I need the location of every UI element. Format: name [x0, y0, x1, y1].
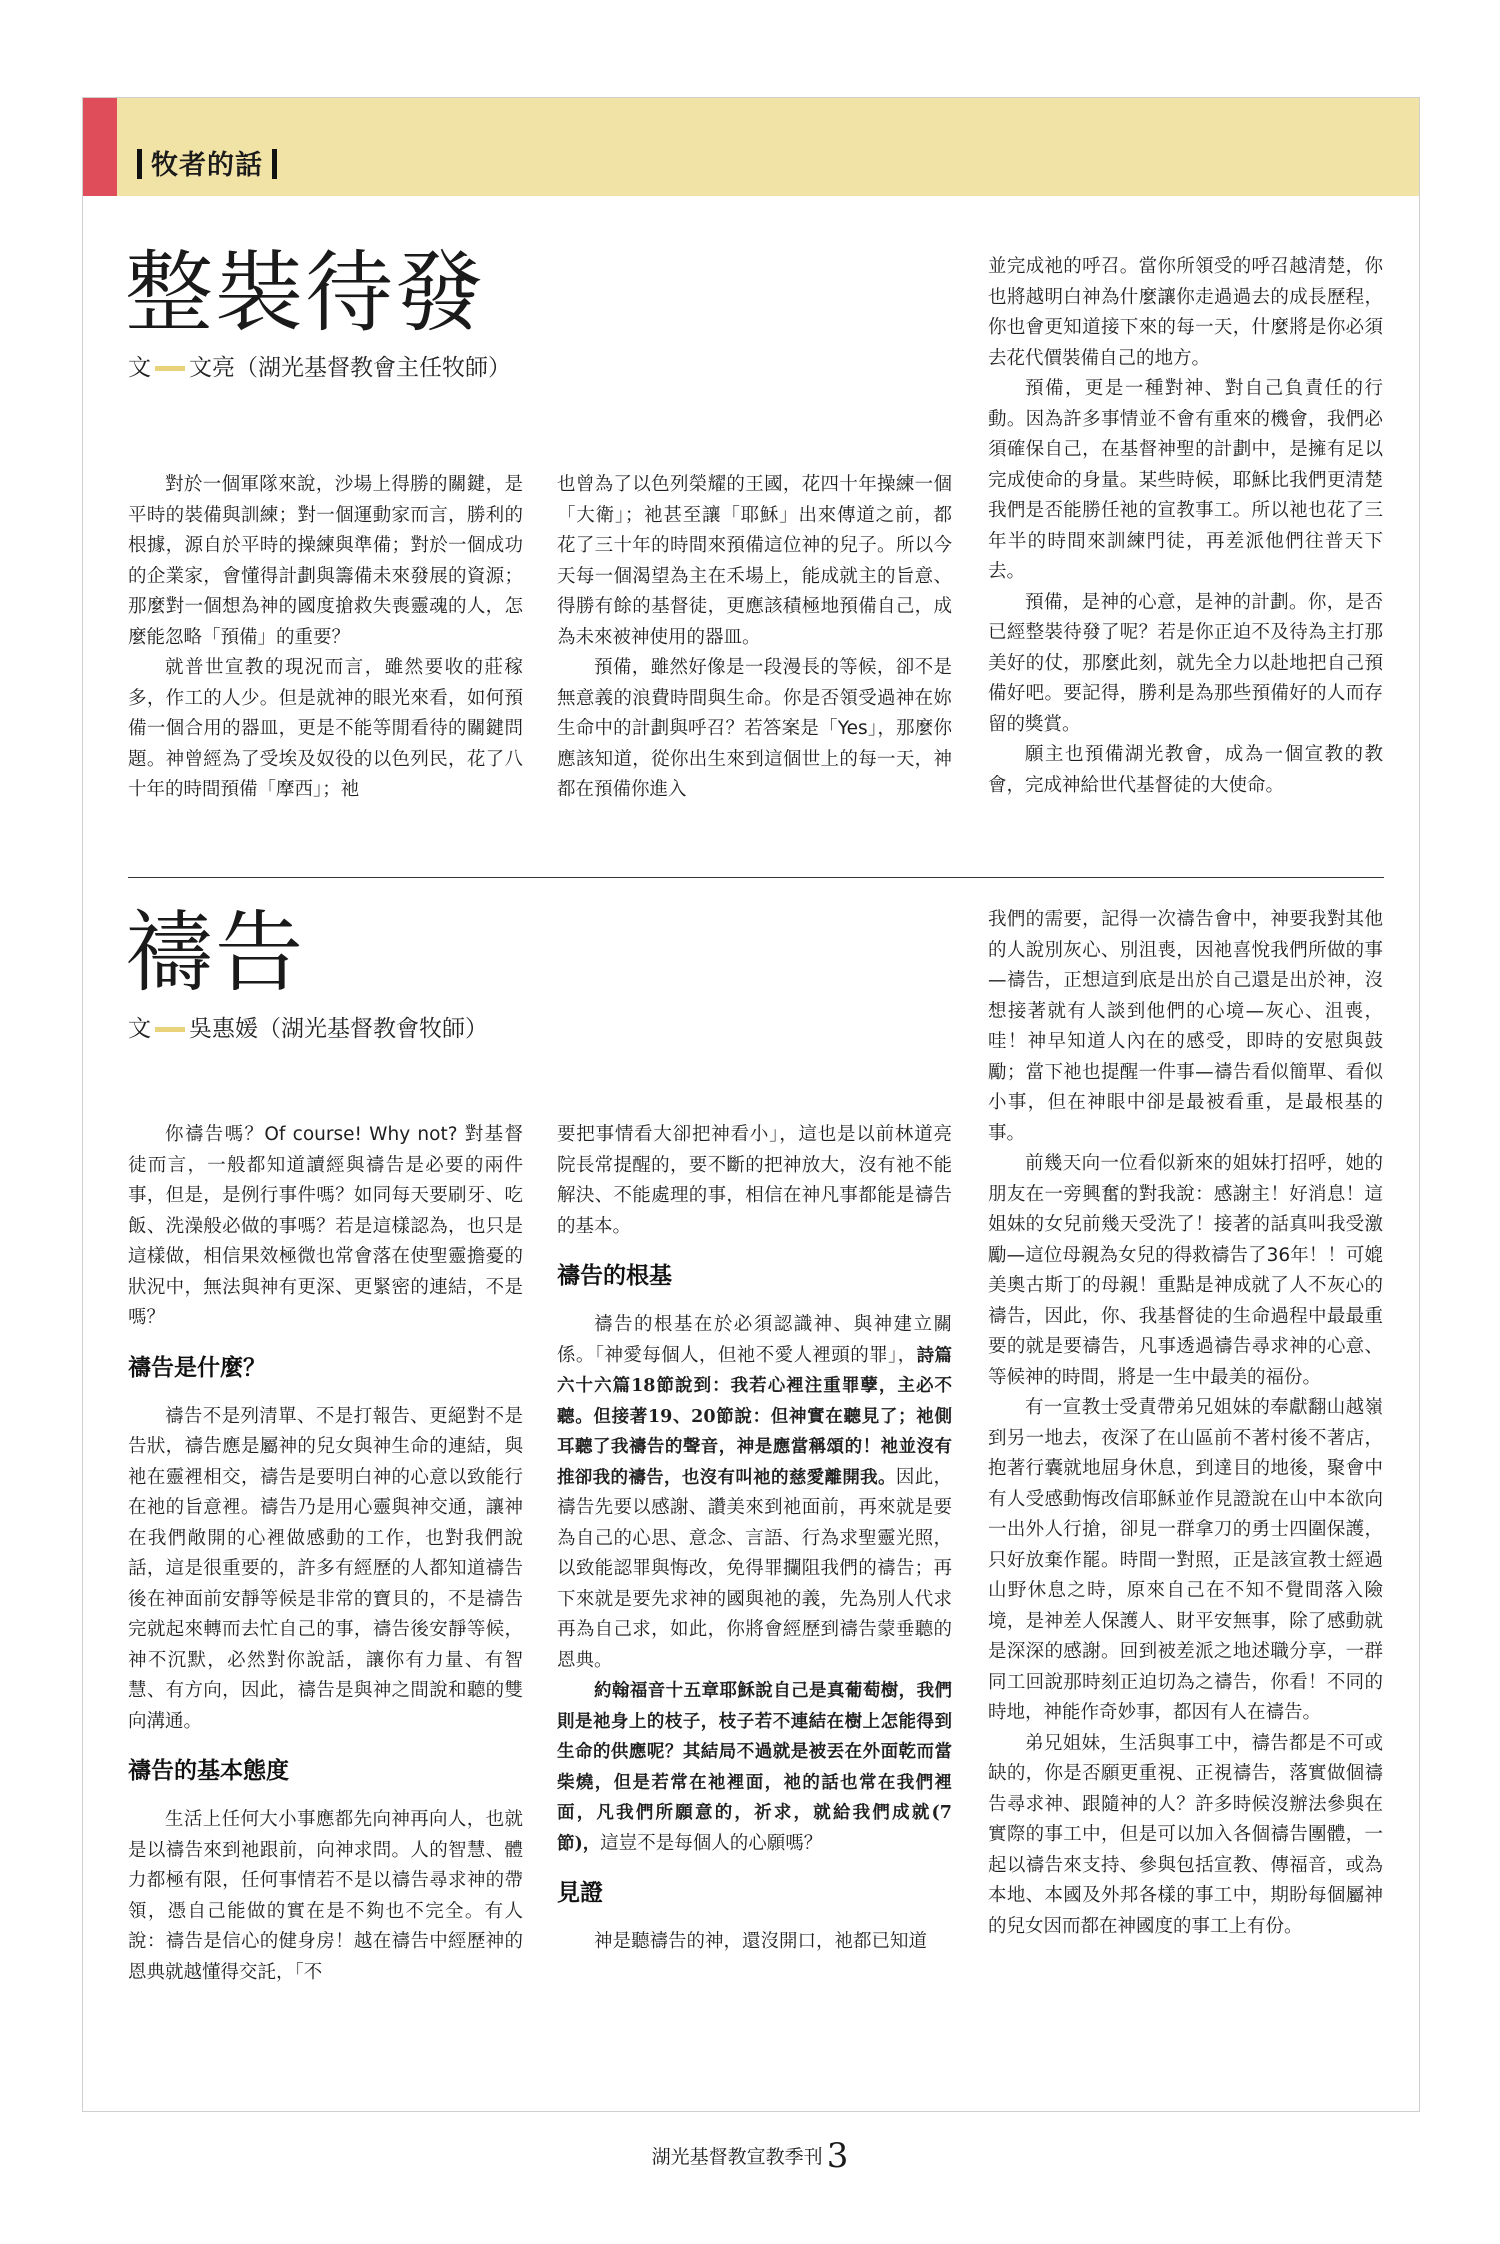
article2-col2 — [557, 1120, 952, 1958]
article1-col1 — [128, 470, 523, 806]
publication-name: 湖光基督教宣教季刊 — [651, 2146, 823, 2168]
paragraph: 弟兄姐妹，生活與事工中，禱告都是不可或缺的，你是否願更重視、正視禱告，落實做個禱告尋求神、跟隨神的人？許多時候沒辦法參與在實際的事工中，但是可以加入各個禱告團體，一起以禱告來支持、參與包括宣教、傳福音，或為本地、本國及外邦各樣的事工中，期盼每個屬神的兒女因而都在神國度的事工上有份。 — [988, 1732, 1383, 1937]
page-number: 3 — [826, 2136, 849, 2176]
scripture-quote: 詩篇六十六篇18節說到：我若心裡注重罪孽，主必不聽。但接著19、20節說：但神實在聽見了；祂側耳聽了我禱告的聲音，神是應當稱頌的！祂並沒有推卻我的禱告，也沒有叫祂的慈愛離開我。 — [557, 1345, 952, 1488]
paragraph: 有一宣教士受責帶弟兄姐妹的奉獻翻山越嶺到另一地去，夜深了在山區前不著村後不著店，抱著行囊就地屈身休息，到達目的地後，聚會中有人受感動悔改信耶穌並作見證說在山中本欲向一出外人行搶，卻見一群拿刀的勇士四圍保護，只好放棄作罷。時間一對照，正是該宣教士經過山野休息之時，原來自己在不知不覺間落入險境，是神差人保護人、財平安無事，除了感動就是深深的感謝。回到被差派之地述職分享，一群同工回說那時刻正迫切為之禱告，你看！不同的時地，神能作奇妙事，都因有人在禱告。 — [988, 1397, 1383, 1723]
subheading-attitude: 禱告的基本態度 — [128, 1758, 289, 1784]
subheading-foundation: 禱告的根基 — [557, 1263, 672, 1289]
paragraph: 生活上任何大小事應都先向神再向人，也就是以禱告來到祂跟前，向神求問。人的智慧、體力都極有限，任何事情若不是以禱告尋求神的帶領，憑自己能做的實在是不夠也不完全。有人說：禱告是信心的健身房！越在禱告中經歷神的恩典就越懂得交託，「不 — [128, 1809, 523, 1983]
paragraph: 預備，是神的心意，是神的計劃。你，是否已經整裝待發了呢？若是你正迫不及待為主打那美好的仗，那麼此刻，就先全力以赴地把自己預備好吧。要記得，勝利是為那些預備好的人而存留的獎賞。 — [988, 591, 1383, 735]
paragraph: 願主也預備湖光教會，成為一個宣教的教會，完成神給世代基督徒的大使命。 — [988, 744, 1383, 796]
article2-title: 禱告 — [125, 901, 306, 1004]
section-divider — [128, 877, 1384, 878]
article2-byline: 文 吳惠媛（湖光基督教會牧師） — [128, 1016, 488, 1042]
article1-col2 — [557, 470, 952, 806]
subheading-what-is-prayer: 禱告是什麼？ — [128, 1354, 266, 1381]
subheading-witness: 見證 — [557, 1880, 603, 1906]
article1-byline: 文 文亮（湖光基督教會主任牧師） — [128, 355, 511, 381]
paragraph: 並完成祂的呼召。當你所領受的呼召越清楚，你也將越明白神為什麼讓你走過過去的成長歷程，你也會更知道接下來的每一天，什麼將是你必須去花代價裝備自己的地方。 — [988, 256, 1383, 369]
paragraph: 你禱告嗎？Of course! Why not? 對基督徒而言，一般都知道讀經與禱告是必要的兩件事，但是，是例行事件嗎？如同每天要刷牙、吃飯、洗澡般必做的事嗎？若是這樣認為，也只是這樣做，相信果效極微也常會落在使聖靈擔憂的狀況中，無法與神有更深、更緊密的連結，不是嗎？ — [128, 1124, 523, 1328]
scripture-quote: 約翰福音十五章耶穌說自己是真葡萄樹，我們則是祂身上的枝子，枝子若不連結在樹上怎能得到生命的供應呢？其結局不過就是被丟在外面乾而當柴燒，但是若常在祂裡面，祂的話也常在我們裡面，凡我們所願意的，祈求，就給我們成就(7節)， — [557, 1681, 952, 1854]
paragraph: 約翰福音十五章耶穌說自己是真葡萄樹，我們則是祂身上的枝子，枝子若不連結在樹上怎能得到生命的供應呢？其結局不過就是被丟在外面乾而當柴燒，但是若常在祂裡面，祂的話也常在我們裡面，凡我們所願意的，祈求，就給我們成就(7節)，這豈不是每個人的心願嗎？ — [557, 1681, 952, 1854]
paragraph: 對於一個軍隊來說，沙場上得勝的關鍵，是平時的裝備與訓練；對一個運動家而言，勝利的根據，源自於平時的操練與準備；對於一個成功的企業家，會懂得計劃與籌備未來發展的資源；那麼對一個想為神的國度搶救失喪靈魂的人，怎麼能忽略「預備」的重要？ — [128, 474, 523, 648]
paragraph: 我們的需要，記得一次禱告會中，神要我對其他的人說別灰心、別沮喪，因祂喜悅我們所做的事—禱告，正想這到底是出於自己還是出於神，沒想接著就有人談到他們的心境—灰心、沮喪，哇！神早知道人內在的感受，即時的安慰與鼓勵；當下祂也提醒一件事—禱告看似簡單、看似小事，但在神眼中卻是最被看重，是最根基的事。 — [988, 909, 1383, 1144]
article2-col3 — [988, 905, 1383, 1942]
article2-col1 — [128, 1120, 523, 1988]
paragraph: 就普世宣教的現況而言，雖然要收的莊稼多，作工的人少。但是就神的眼光來看，如何預備一個合用的器皿，更是不能等閒看待的關鍵問題。神曾經為了受埃及奴役的以色列民，花了八十年的時間預備「摩西」；祂 — [128, 657, 523, 800]
paragraph: 前幾天向一位看似新來的姐妹打招呼，她的朋友在一旁興奮的對我說：感謝主！好消息！這姐妹的女兒前幾天受洗了！接著的話真叫我受激勵—這位母親為女兒的得救禱告了36年！！可媲美奧古斯丁的母親！重點是神成就了人不灰心的禱告，因此，你、我基督徒的生命過程中最最重要的就是要禱告，凡事透過禱告尋求神的心意、等候神的時間，將是一生中最美的福份。 — [988, 1153, 1383, 1388]
paragraph: 預備，雖然好像是一段漫長的等候，卻不是無意義的浪費時間與生命。你是否領受過神在妳生命中的計劃與呼召？若答案是「Yes」，那麼你應該知道，從你出生來到這個世上的每一天，神都在預備你進入 — [557, 657, 952, 800]
paragraph: 神是聽禱告的神，還沒開口，祂都已知道 — [594, 1931, 928, 1952]
column-title: 牧者的話 — [128, 148, 286, 184]
header-accent-bar — [83, 98, 117, 196]
paragraph: 禱告不是列清單、不是打報告、更絕對不是告狀，禱告應是屬神的兒女與神生命的連結，與祂在靈裡相交，禱告是要明白神的心意以致能行在祂的旨意裡。禱告乃是用心靈與神交通，讓神在我們敞開的心裡做感動的工作，也對我們說話，這是很重要的，許多有經歷的人都知道禱告後在神面前安靜等候是非常的寶貝的，不是禱告完就起來轉而去忙自己的事，禱告後安靜等候，神不沉默，必然對你說話，讓你有力量、有智慧、有方向，因此，禱告是與神之間說和聽的雙向溝通。 — [128, 1405, 523, 1732]
paragraph: 禱告的根基在於必須認識神、與神建立關係。「神愛每個人，但祂不愛人裡頭的罪」，詩篇六十六篇18節說到：我若心裡注重罪孽，主必不聽。但接著19、20節說：但神實在聽見了；祂側耳聽了我禱告的聲音，神是應當稱頌的！祂並沒有推卻我的禱告，也沒有叫祂的慈愛離開我。因此，禱告先要以感謝、讚美來到祂面前，再來就是要為自己的心思、意念、言語、行為求聖靈光照，以致能認罪與悔改，免得罪攔阻我們的禱告；再下來就是要先求神的國與祂的義，先為別人代求再為自己求，如此，你將會經歷到禱告蒙垂聽的恩典。 — [557, 1314, 952, 1671]
article1-col3 — [988, 252, 1383, 801]
paragraph: 預備，更是一種對神、對自己負責任的行動。因為許多事情並不會有重來的機會，我們必須確保自己，在基督神聖的計劃中，是擁有足以完成使命的身量。某些時候，耶穌比我們更清楚我們是否能勝任祂的宣教事工。所以祂也花了三年半的時間來訓練門徒，再差派他們往普天下去。 — [988, 378, 1383, 582]
paragraph: 要把事情看大卻把神看小」，這也是以前林道亮院長常提醒的，要不斷的把神放大，沒有祂不能解決、不能處理的事，相信在神凡事都能是禱告的基本。 — [557, 1124, 952, 1237]
article1-title: 整裝待發 — [125, 241, 486, 344]
page-footer — [0, 2136, 1500, 2176]
paragraph: 也曾為了以色列榮耀的王國，花四十年操練一個「大衛」；祂甚至讓「耶穌」出來傳道之前，都花了三十年的時間來預備這位神的兒子。所以今天每一個渴望為主在禾場上，能成就主的旨意、得勝有餘的基督徒，更應該積極地預備自己，成為未來被神使用的器皿。 — [557, 474, 952, 648]
